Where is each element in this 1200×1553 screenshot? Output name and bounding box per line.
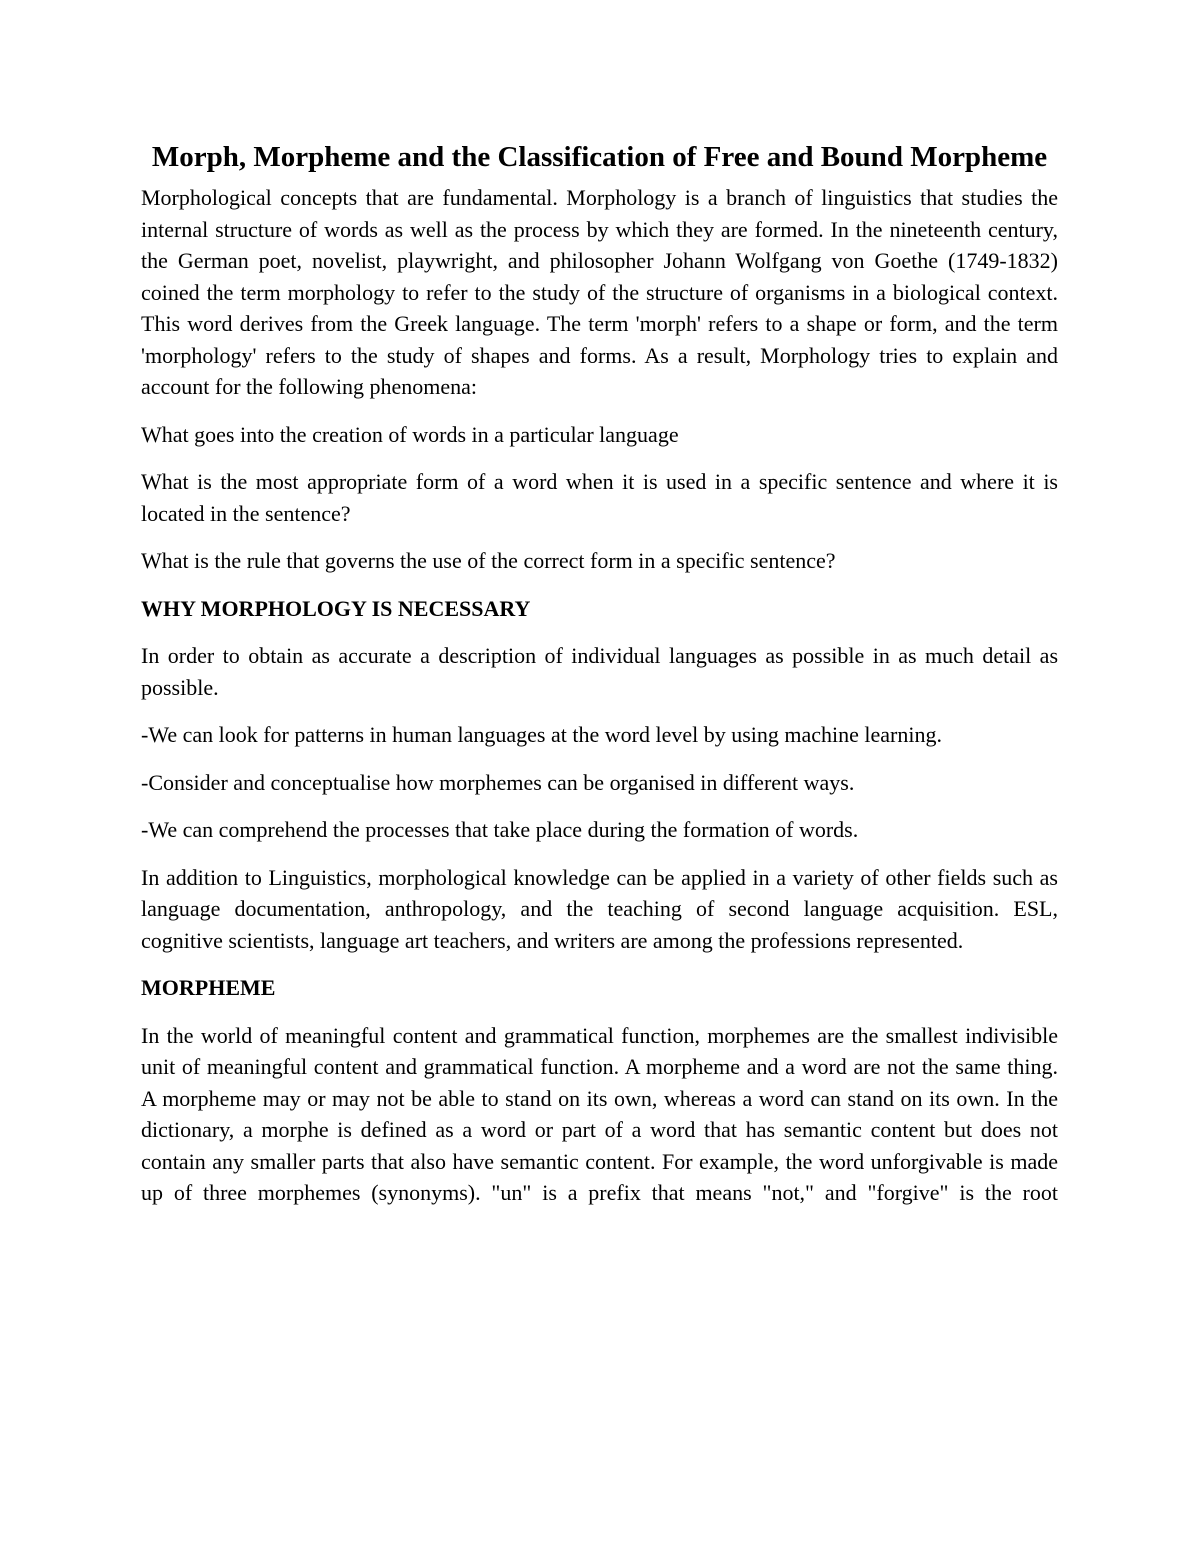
- question-3: What is the rule that governs the use of the correct form in a specific sentence?: [141, 548, 836, 573]
- question-1: What goes into the creation of words in a particular language: [141, 421, 679, 447]
- intro-paragraph: Morphological concepts that are fundamental. Morphology is a branch of linguistics that studies the internal structure of words as well as the process by which they are formed. In the nineteenth century, the German poet, novelist, playwright, and philosopher Johann Wolfgang von Goethe (1749-1832) coined the term morphology to refer to the study of the structure of organisms in a biological context. This word derives from the Greek language. The term 'morph' refers to a shape or form, and the term 'morphology' refers to the study of shapes and forms. As a result, Morphology tries to explain and account for the following phenomena:: [141, 185, 1058, 399]
- point-2: -Consider and conceptualise how morphemes can be organised in different ways.: [141, 769, 855, 795]
- heading-why-morphology: WHY MORPHOLOGY IS NECESSARY: [141, 595, 531, 621]
- heading-morpheme: MORPHEME: [141, 975, 276, 1000]
- document-title: Morph, Morpheme and the Classification of Free and Bound Morpheme: [151, 141, 1048, 173]
- point-1: -We can look for patterns in human languages at the word level by using machine learning.: [141, 722, 942, 747]
- point-3: -We can comprehend the processes that take place during the formation of words.: [141, 817, 859, 842]
- why-intro-paragraph: In order to obtain as accurate a description of individual languages as possible in as much detail as possible.: [141, 643, 1058, 700]
- morpheme-paragraph: In the world of meaningful content and grammatical function, morphemes are the smallest indivisible unit of meaningful content and grammatical function. A morpheme and a word are not the same thing. A morpheme may or may not be able to stand on its own, whereas a word can stand on its own. In the dictionary, a morphe is defined as a word or part of a word that has semantic content but does not contain any smaller parts that also have semantic content. For example, the word unforgivable is made up of three morphemes (synonyms). "un" is a prefix that means "not," and "forgive" is the root: [141, 1022, 1058, 1205]
- applications-paragraph: In addition to Linguistics, morphological knowledge can be applied in a variety of other fields such as language documentation, anthropology, and the teaching of second language acquisition. ESL, cognitive scientists, language art teachers, and writers are among the professions represented.: [141, 864, 1058, 953]
- document-page: [141, 138, 1058, 1225]
- question-2: What is the most appropriate form of a word when it is used in a specific sentence and where it is located in the sentence?: [141, 469, 1058, 526]
